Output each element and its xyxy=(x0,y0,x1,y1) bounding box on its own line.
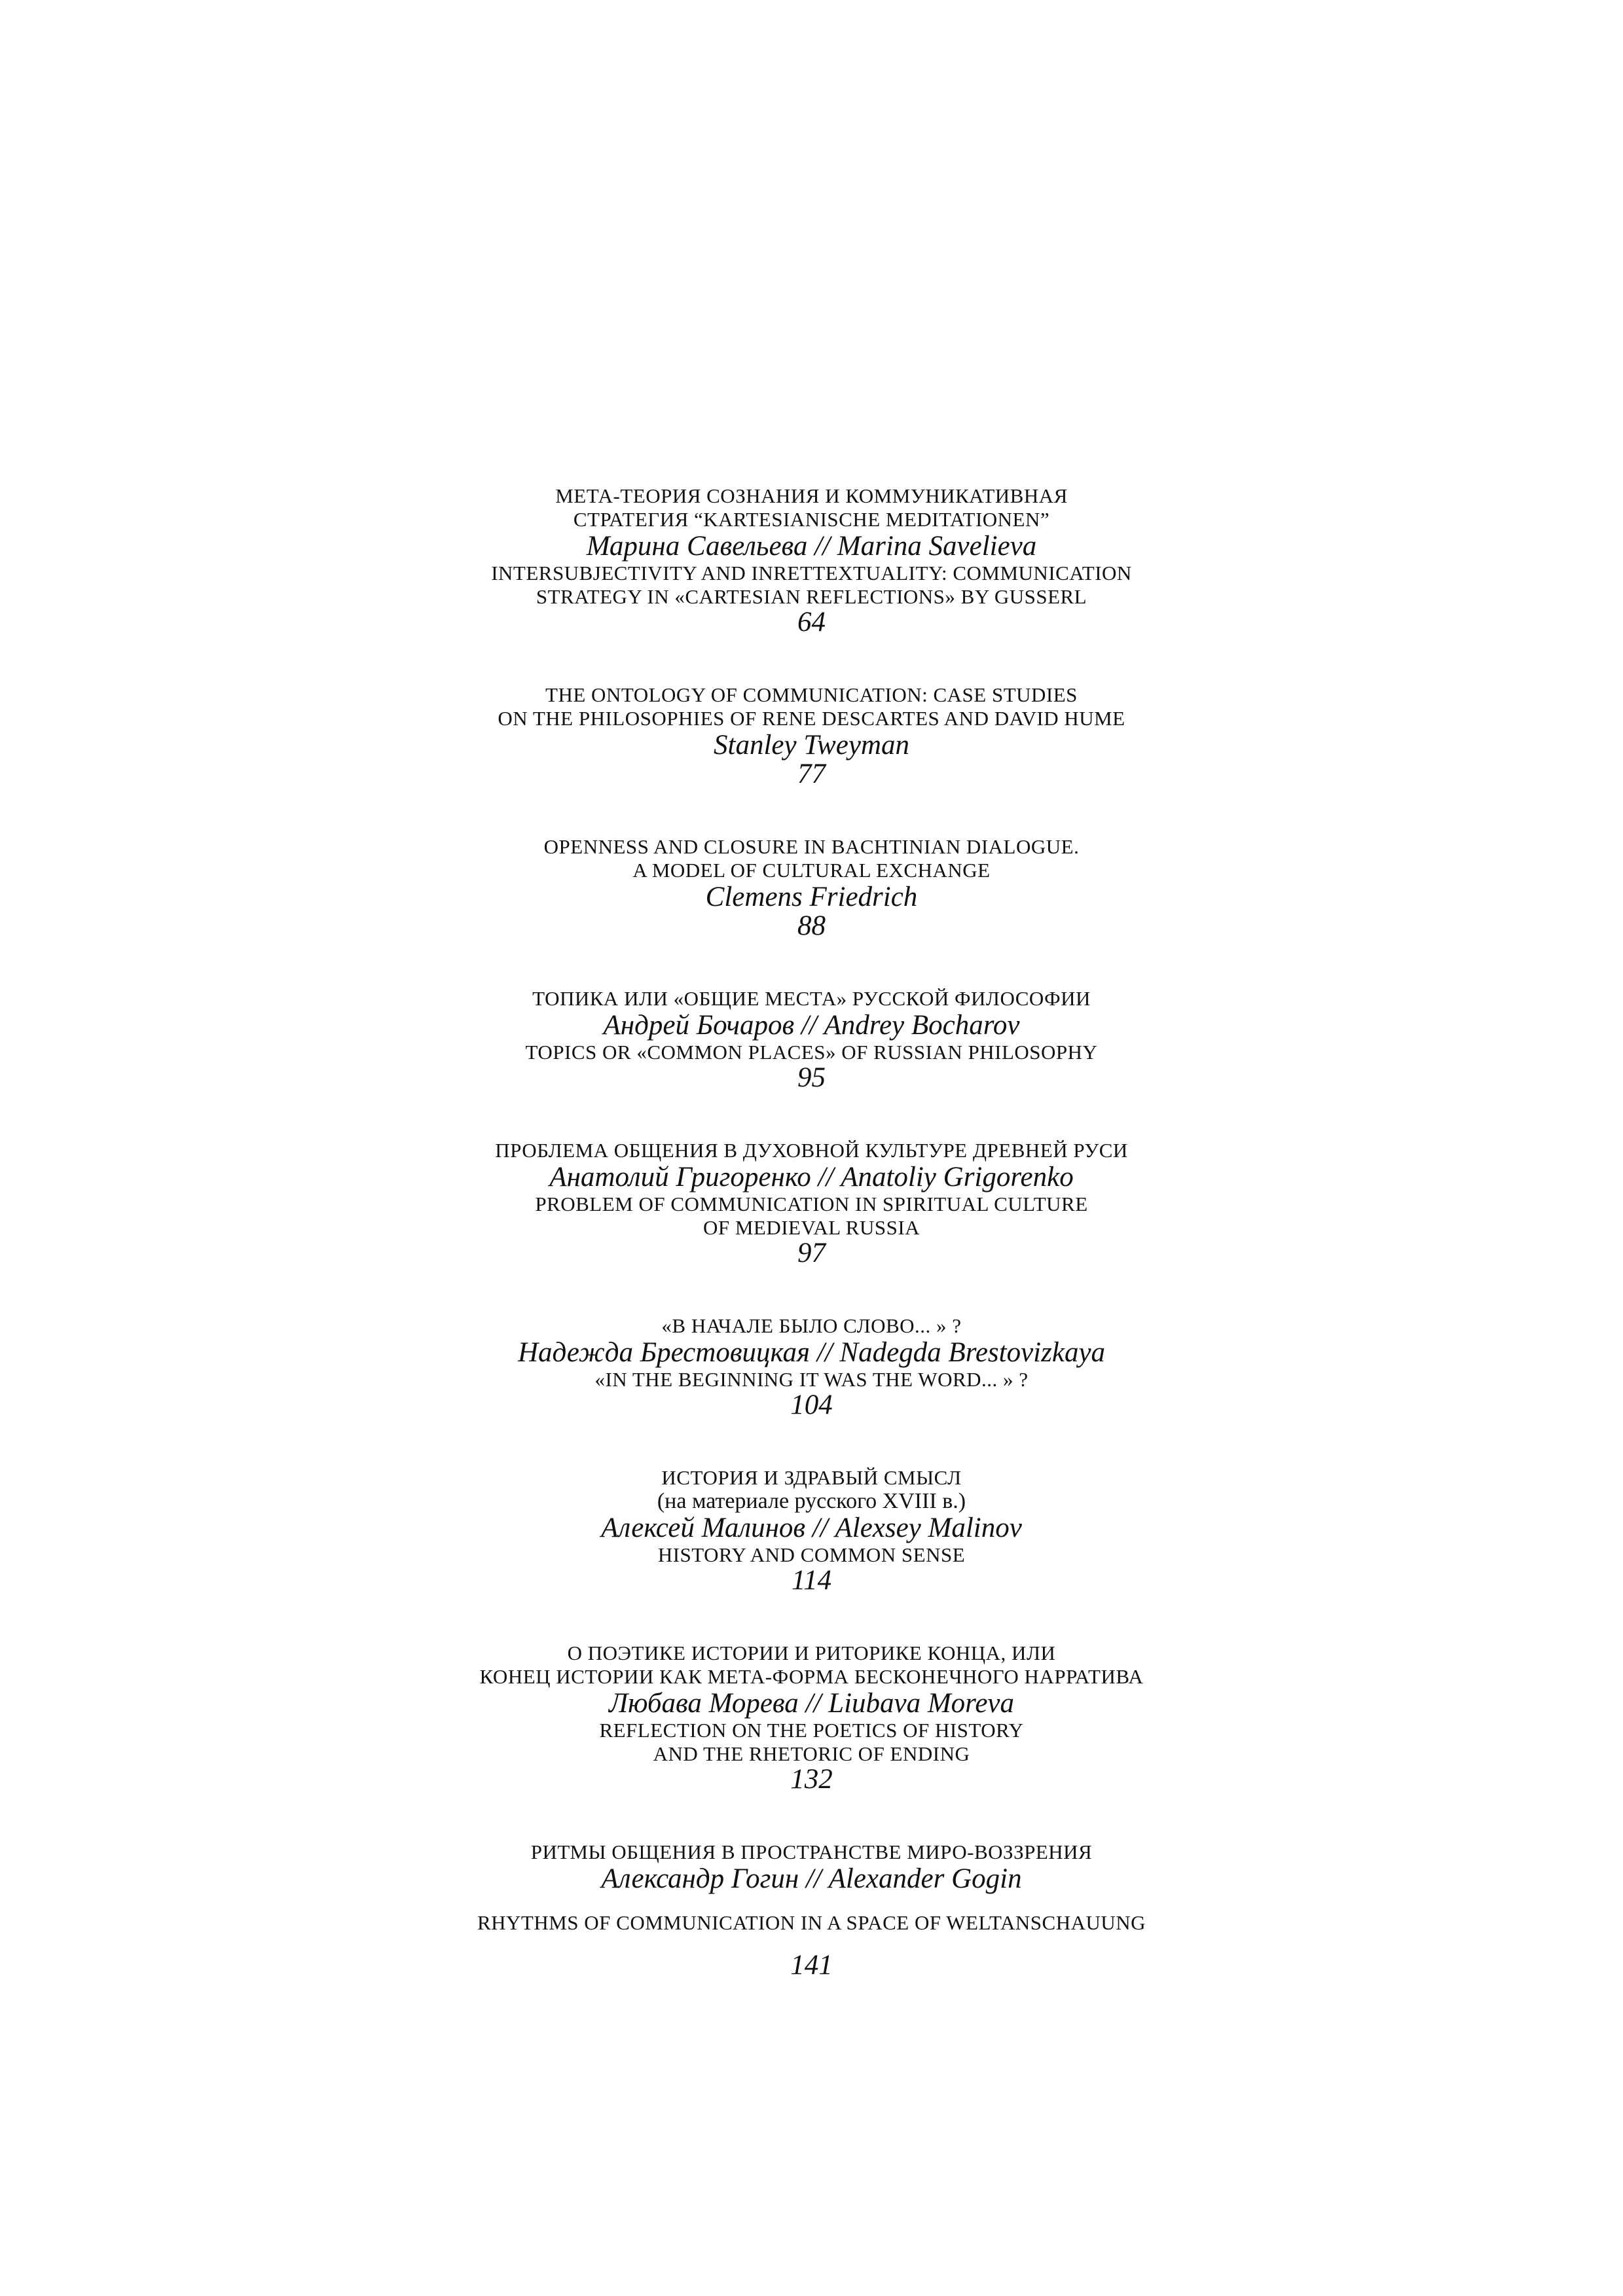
entry-subtitle-line: INTERSUBJECTIVITY AND INRETTEXTUALITY: COMMUNICATION xyxy=(491,562,1132,584)
entry-page-number: 88 xyxy=(797,910,826,941)
entry-title-line: РИТМЫ ОБЩЕНИЯ В ПРОСТРАНСТВЕ МИРО-ВОЗЗРЕНИЯ xyxy=(530,1840,1093,1863)
entry-subtitle-line: STRATEGY IN «CARTESIAN REFLECTIONS» BY GUSSERL xyxy=(536,585,1087,608)
entry-title-line: О ПОЭТИКЕ ИСТОРИИ И РИТОРИКЕ КОНЦА, ИЛИ xyxy=(567,1641,1056,1664)
entry-subtitle-line: «IN THE BEGINNING IT WAS THE WORD... » ? xyxy=(594,1368,1029,1391)
table-of-contents xyxy=(0,484,1623,2026)
entry-title-line: МЕТА-ТЕОРИЯ СОЗНАНИЯ И КОММУНИКАТИВНАЯ xyxy=(555,484,1068,507)
entry-subtitle-line: RHYTHMS OF COMMUNICATION IN A SPACE OF WELTANSCHAUUNG xyxy=(477,1911,1146,1934)
entry-title-line: «В НАЧАЛЕ БЫЛО СЛОВО... » ? xyxy=(661,1314,962,1337)
entry-page-number: 132 xyxy=(790,1764,833,1795)
entry-title-line: КОНЕЦ ИСТОРИИ КАК МЕТА-ФОРМА БЕСКОНЕЧНОГО НАРРАТИВА xyxy=(479,1665,1144,1688)
toc-entry xyxy=(0,484,1623,636)
toc-entry xyxy=(0,1466,1623,1594)
entry-author: Надежда Брестовицкая // Nadegda Brestovizkaya xyxy=(517,1337,1106,1368)
entry-title-line: ИСТОРИЯ И ЗДРАВЫЙ СМЫСЛ xyxy=(661,1466,962,1489)
entry-page-number: 95 xyxy=(797,1062,826,1093)
entry-page-number: 97 xyxy=(797,1238,826,1268)
entry-title-line: OPENNESS AND CLOSURE IN BACHTINIAN DIALOGUE. xyxy=(543,835,1080,858)
toc-entry xyxy=(0,987,1623,1092)
toc-entry xyxy=(0,1641,1623,1793)
entry-title-line: ON THE PHILOSOPHIES OF RENE DESCARTES AND DAVID HUME xyxy=(498,707,1125,730)
entry-page-number: 141 xyxy=(790,1950,833,1981)
entry-title-line: THE ONTOLOGY OF COMMUNICATION: CASE STUDIES xyxy=(545,683,1078,706)
entry-title-line: СТРАТЕГИЯ “KARTESIANISCHE MEDITATIONEN” xyxy=(573,508,1050,531)
entry-subtitle-line: HISTORY AND COMMON SENSE xyxy=(657,1543,966,1566)
entry-author: Андрей Бочаров // Andrey Bocharov xyxy=(603,1010,1020,1041)
entry-subtitle-line: PROBLEM OF COMMUNICATION IN SPIRITUAL CULTURE xyxy=(535,1193,1088,1215)
entry-subtitle-line: OF MEDIEVAL RUSSIA xyxy=(702,1216,921,1239)
entry-page-number: 64 xyxy=(797,607,826,637)
toc-entry xyxy=(0,1139,1623,1267)
toc-entry xyxy=(0,683,1623,788)
toc-entry xyxy=(0,1840,1623,1979)
entry-title-line: A MODEL OF CULTURAL EXCHANGE xyxy=(632,859,991,882)
entry-author: Stanley Tweyman xyxy=(714,730,909,761)
entry-author: Любава Морева // Liubava Moreva xyxy=(608,1688,1014,1719)
entry-subtitle-line: AND THE RHETORIC OF ENDING xyxy=(653,1742,970,1765)
entry-title-line: ТОПИКА ИЛИ «ОБЩИЕ МЕСТА» РУССКОЙ ФИЛОСОФИИ xyxy=(532,987,1091,1010)
entry-subtitle-line: REFLECTION ON THE POETICS OF HISTORY xyxy=(599,1719,1024,1742)
entry-author: Clemens Friedrich xyxy=(705,882,918,912)
entry-note: (на материале русского XVIII в.) xyxy=(657,1489,966,1513)
entry-author: Анатолий Григоренко // Anatoliy Grigorenko xyxy=(549,1162,1074,1193)
entry-subtitle-line: TOPICS OR «COMMON PLACES» OF RUSSIAN PHILOSOPHY xyxy=(525,1041,1098,1064)
entry-author: Александр Гогин // Alexander Gogin xyxy=(601,1863,1022,1894)
entry-page-number: 77 xyxy=(797,759,826,789)
toc-entry xyxy=(0,1314,1623,1419)
entry-page-number: 104 xyxy=(790,1390,833,1420)
entry-author: Марина Савельева // Marina Savelieva xyxy=(586,531,1037,562)
entry-title-line: ПРОБЛЕМА ОБЩЕНИЯ В ДУХОВНОЙ КУЛЬТУРЕ ДРЕВНЕЙ РУСИ xyxy=(495,1139,1128,1162)
entry-page-number: 114 xyxy=(791,1565,832,1596)
toc-entry xyxy=(0,835,1623,940)
entry-author: Алексей Малинов // Alexsey Malinov xyxy=(601,1513,1022,1543)
